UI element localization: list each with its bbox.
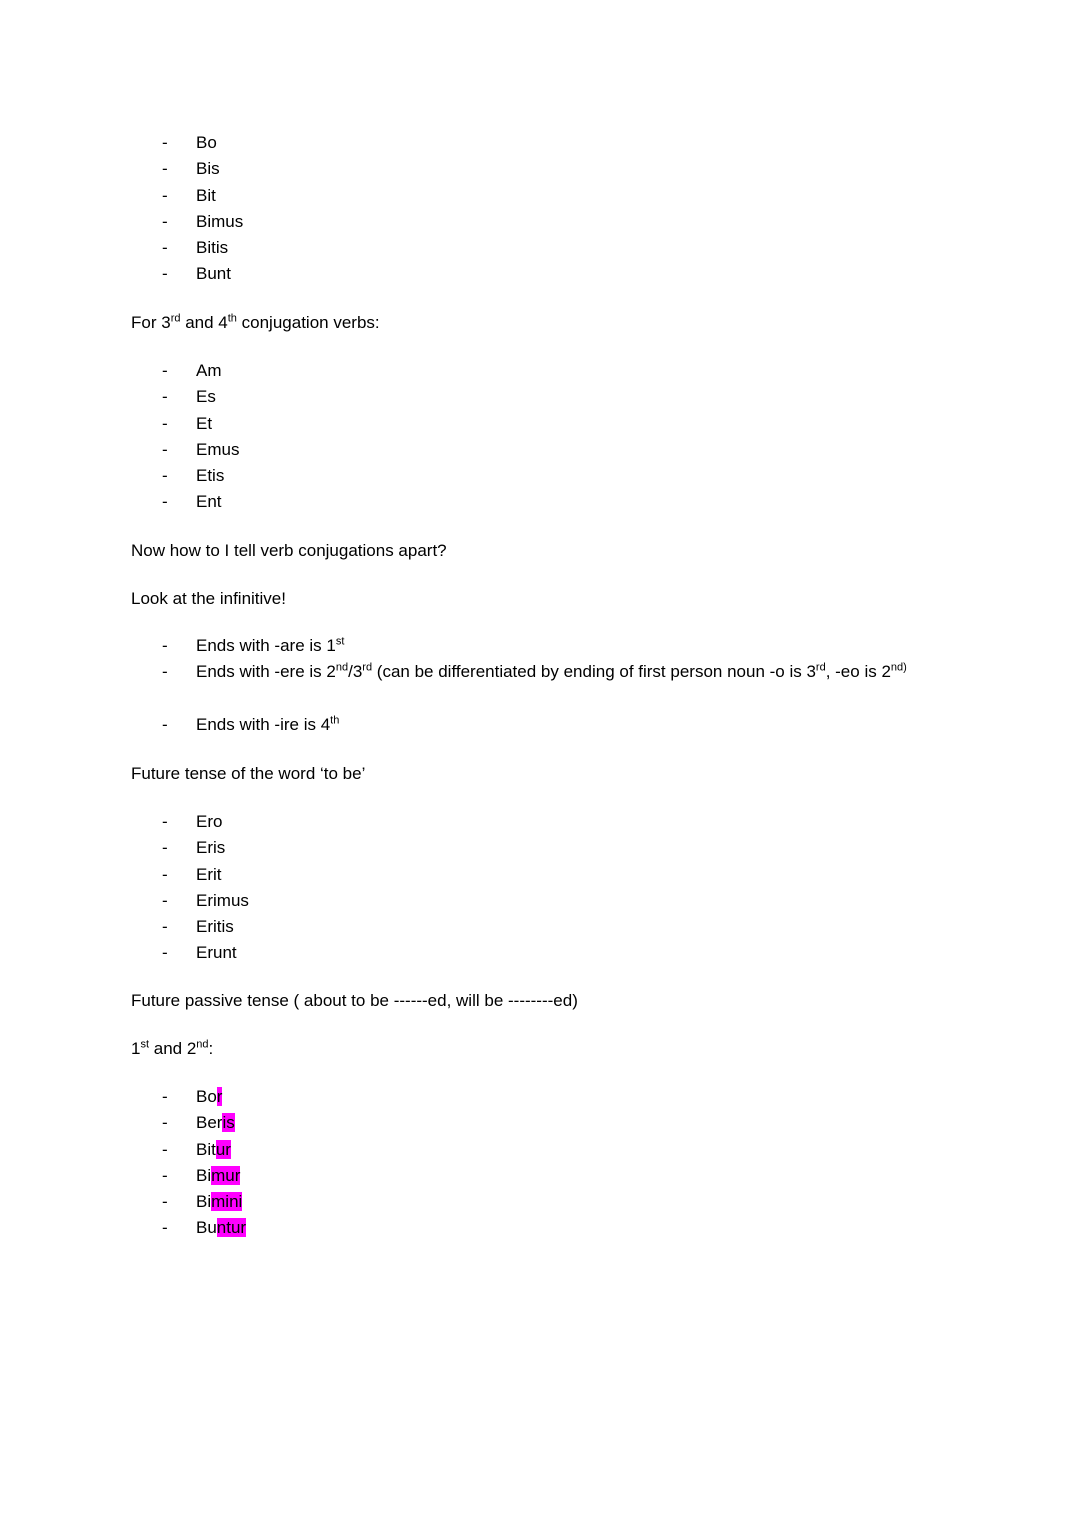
list-dash: - — [162, 1165, 168, 1185]
list-item-text: Et — [196, 413, 213, 433]
list-item-text: Erimus — [196, 890, 249, 910]
list-item-text — [196, 1192, 242, 1212]
list-dash: - — [162, 662, 168, 682]
list-item-text: Bo — [196, 133, 217, 152]
list-item — [0, 186, 1080, 212]
list-item — [0, 1218, 1080, 1244]
list-dash: - — [162, 943, 168, 963]
list-item-text: Bis — [196, 159, 220, 179]
list-item — [0, 466, 1080, 492]
list-dash: - — [162, 185, 168, 205]
list-item — [0, 943, 1080, 969]
list-dash: - — [162, 636, 168, 655]
highlighted-ending: r — [216, 1087, 223, 1106]
word-stem: Bi — [196, 1192, 212, 1212]
list-item-text: Eris — [196, 838, 226, 858]
highlighted-ending: mur — [211, 1165, 241, 1185]
list-dash: - — [162, 492, 168, 512]
list-item — [0, 361, 1080, 387]
list-dash: - — [162, 387, 168, 407]
highlighted-ending: is — [222, 1113, 235, 1133]
list-item — [0, 387, 1080, 413]
list-dash: - — [162, 838, 168, 858]
question-text: Now how to I tell verb conjugations apart? — [131, 541, 447, 560]
word-stem: Bit — [196, 1139, 216, 1159]
list-dash: - — [162, 864, 168, 884]
list-item — [0, 812, 1080, 838]
list-dash: - — [162, 413, 168, 433]
word-stem: Bo — [196, 1087, 217, 1106]
list-dash: - — [162, 133, 168, 152]
list-dash: - — [162, 159, 168, 179]
list-item — [0, 1087, 1080, 1113]
list-item-text: Am — [196, 361, 222, 380]
list-dash: - — [162, 1087, 168, 1106]
list-item — [0, 414, 1080, 440]
list-dash: - — [162, 1139, 168, 1159]
list-item-text: Bit — [196, 185, 216, 205]
heading-1st-2nd: 1st and 2nd: — [131, 1038, 214, 1058]
list-item — [0, 238, 1080, 264]
list-item-text — [196, 1113, 235, 1133]
future-passive-endings-list — [0, 1087, 1080, 1245]
infinitive-rules-list — [0, 636, 1080, 741]
list-dash: - — [162, 361, 168, 380]
list-item-text: Ent — [196, 492, 222, 512]
list-item-text: Bimus — [196, 211, 244, 231]
word-stem: Bu — [196, 1218, 217, 1238]
list-dash: - — [162, 890, 168, 910]
list-item-text — [196, 1166, 240, 1186]
list-item-text: Bitis — [196, 238, 229, 258]
list-item-text — [196, 1140, 231, 1160]
future-to-be-list — [0, 812, 1080, 970]
highlighted-ending: ntur — [216, 1218, 247, 1238]
list-item — [0, 1166, 1080, 1192]
list-dash: - — [162, 264, 168, 284]
list-dash: - — [162, 1113, 168, 1133]
future-active-endings-list-1-2 — [0, 133, 1080, 291]
list-item — [0, 159, 1080, 185]
list-item — [0, 838, 1080, 864]
heading-3rd-4th-conjugation: For 3rd and 4th conjugation verbs: — [131, 312, 380, 332]
list-item — [0, 715, 1080, 741]
list-item-text: Emus — [196, 439, 240, 459]
highlighted-ending: ur — [215, 1139, 231, 1159]
rule-1st-conjugation: Ends with -are is 1st — [196, 635, 345, 655]
list-dash: - — [162, 211, 168, 231]
list-dash: - — [162, 917, 168, 937]
list-item-text — [196, 1218, 246, 1238]
list-item — [0, 440, 1080, 466]
list-item — [0, 1113, 1080, 1139]
rule-4th-conjugation: Ends with -ire is 4th — [196, 714, 340, 734]
list-item — [0, 133, 1080, 159]
list-item — [0, 891, 1080, 917]
list-dash: - — [162, 1218, 168, 1238]
list-item — [0, 662, 1080, 715]
list-item-text: Erunt — [196, 943, 237, 963]
list-item-text: Erit — [196, 864, 222, 884]
list-item — [0, 865, 1080, 891]
list-item — [0, 492, 1080, 518]
list-item — [0, 1192, 1080, 1218]
list-dash: - — [162, 466, 168, 486]
future-active-endings-list-3-4 — [0, 361, 1080, 519]
list-dash: - — [162, 812, 168, 831]
highlighted-ending: mini — [211, 1192, 243, 1212]
answer-text: Look at the infinitive! — [131, 589, 286, 608]
word-stem: Bi — [196, 1165, 212, 1185]
list-item-text: Etis — [196, 466, 225, 486]
rule-2nd-3rd-conjugation: Ends with -ere is 2nd/3rd (can be differentiated by ending of first person noun -o is 3rd, -eo is $2^{nd)}$ — [196, 661, 907, 682]
list-item — [0, 264, 1080, 290]
heading-future-passive: Future passive tense ( about to be ------ed, will be --------ed) — [131, 991, 578, 1010]
list-dash: - — [162, 714, 168, 734]
list-item-text: Bunt — [196, 264, 231, 284]
list-item-text: Es — [196, 387, 216, 407]
list-item-text: Eritis — [196, 917, 234, 937]
list-item-text — [196, 1087, 222, 1107]
list-item — [0, 917, 1080, 943]
list-item — [0, 212, 1080, 238]
word-stem: Ber — [196, 1113, 223, 1133]
heading-future-to-be: Future tense of the word ‘to be’ — [131, 764, 366, 783]
list-dash: - — [162, 439, 168, 459]
list-dash: - — [162, 1192, 168, 1212]
list-item-text: Ero — [196, 812, 223, 831]
list-item — [0, 1140, 1080, 1166]
list-dash: - — [162, 238, 168, 258]
